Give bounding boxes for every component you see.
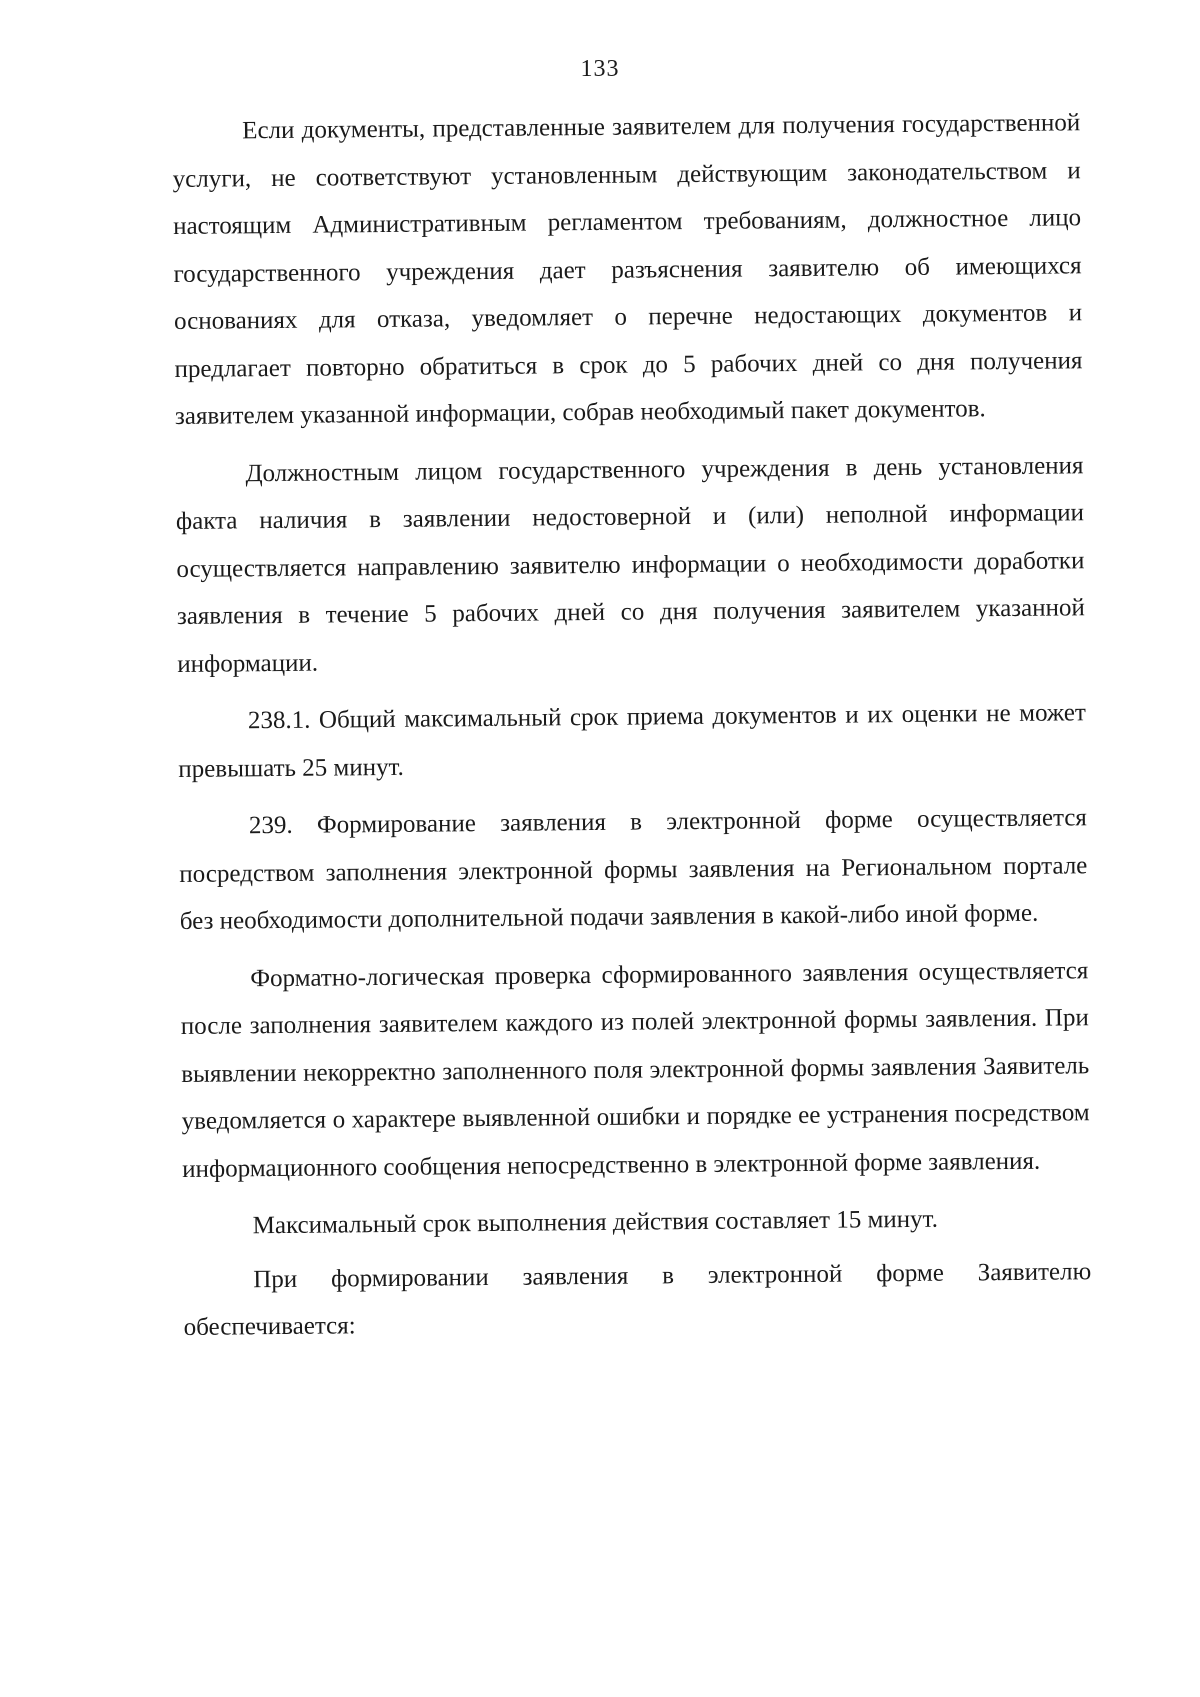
page-number: 133	[580, 56, 620, 82]
paragraph-238-1: 238.1. Общий максимальный срок приема документов и их оценки не может превышать 25 минут.	[178, 699, 1086, 783]
paragraph-format-check: Форматно-логическая проверка сформированного заявления осуществляется после заполнения заявителем каждого из полей электронной формы заявления. При выявлении некорректно заполненного поля электронной формы заявления Заявитель уведомляется о характере выявленной ошибки и порядке ее устранения посредством информационного сообщения непосредственно в электронной форме заявления.	[180, 956, 1090, 1183]
paragraph-applicant-provided: При формировании заявления в электронной форме Заявителю обеспечивается:	[183, 1257, 1092, 1341]
paragraph-239: 239. Формирование заявления в электронной форме осуществляется посредством заполнения электронной формы заявления на Региональном портале без необходимости дополнительной подачи заявления в какой-либо иной форме.	[179, 804, 1088, 935]
document-body	[172, 99, 1092, 1361]
paragraph-max-duration: Максимальный срок выполнения действия составляет 15 минут.	[252, 1205, 939, 1240]
paragraph-incomplete-information: Должностным лицом государственного учреждения в день установления факта наличия в заявлении недостоверной и (или) неполной информации осуществляется направлению заявителю информации о необходимости доработки заявления в течение 5 рабочих дней со дня получения заявителем указанной информации.	[175, 451, 1085, 678]
paragraph-documents-mismatch: Если документы, представленные заявителем для получения государственной услуги, не соответствуют установленным действующим законодательством и настоящим Административным регламентом требованиям, должностное лицо государственного учреждения дает разъяснения заявителю об имеющихся основаниях для отказа, уведомляет о перечне недостающих документов и предлагает повторно обратиться в срок до 5 рабочих дней со дня получения заявителем указанной информации, собрав необходимый пакет документов.	[172, 109, 1083, 430]
